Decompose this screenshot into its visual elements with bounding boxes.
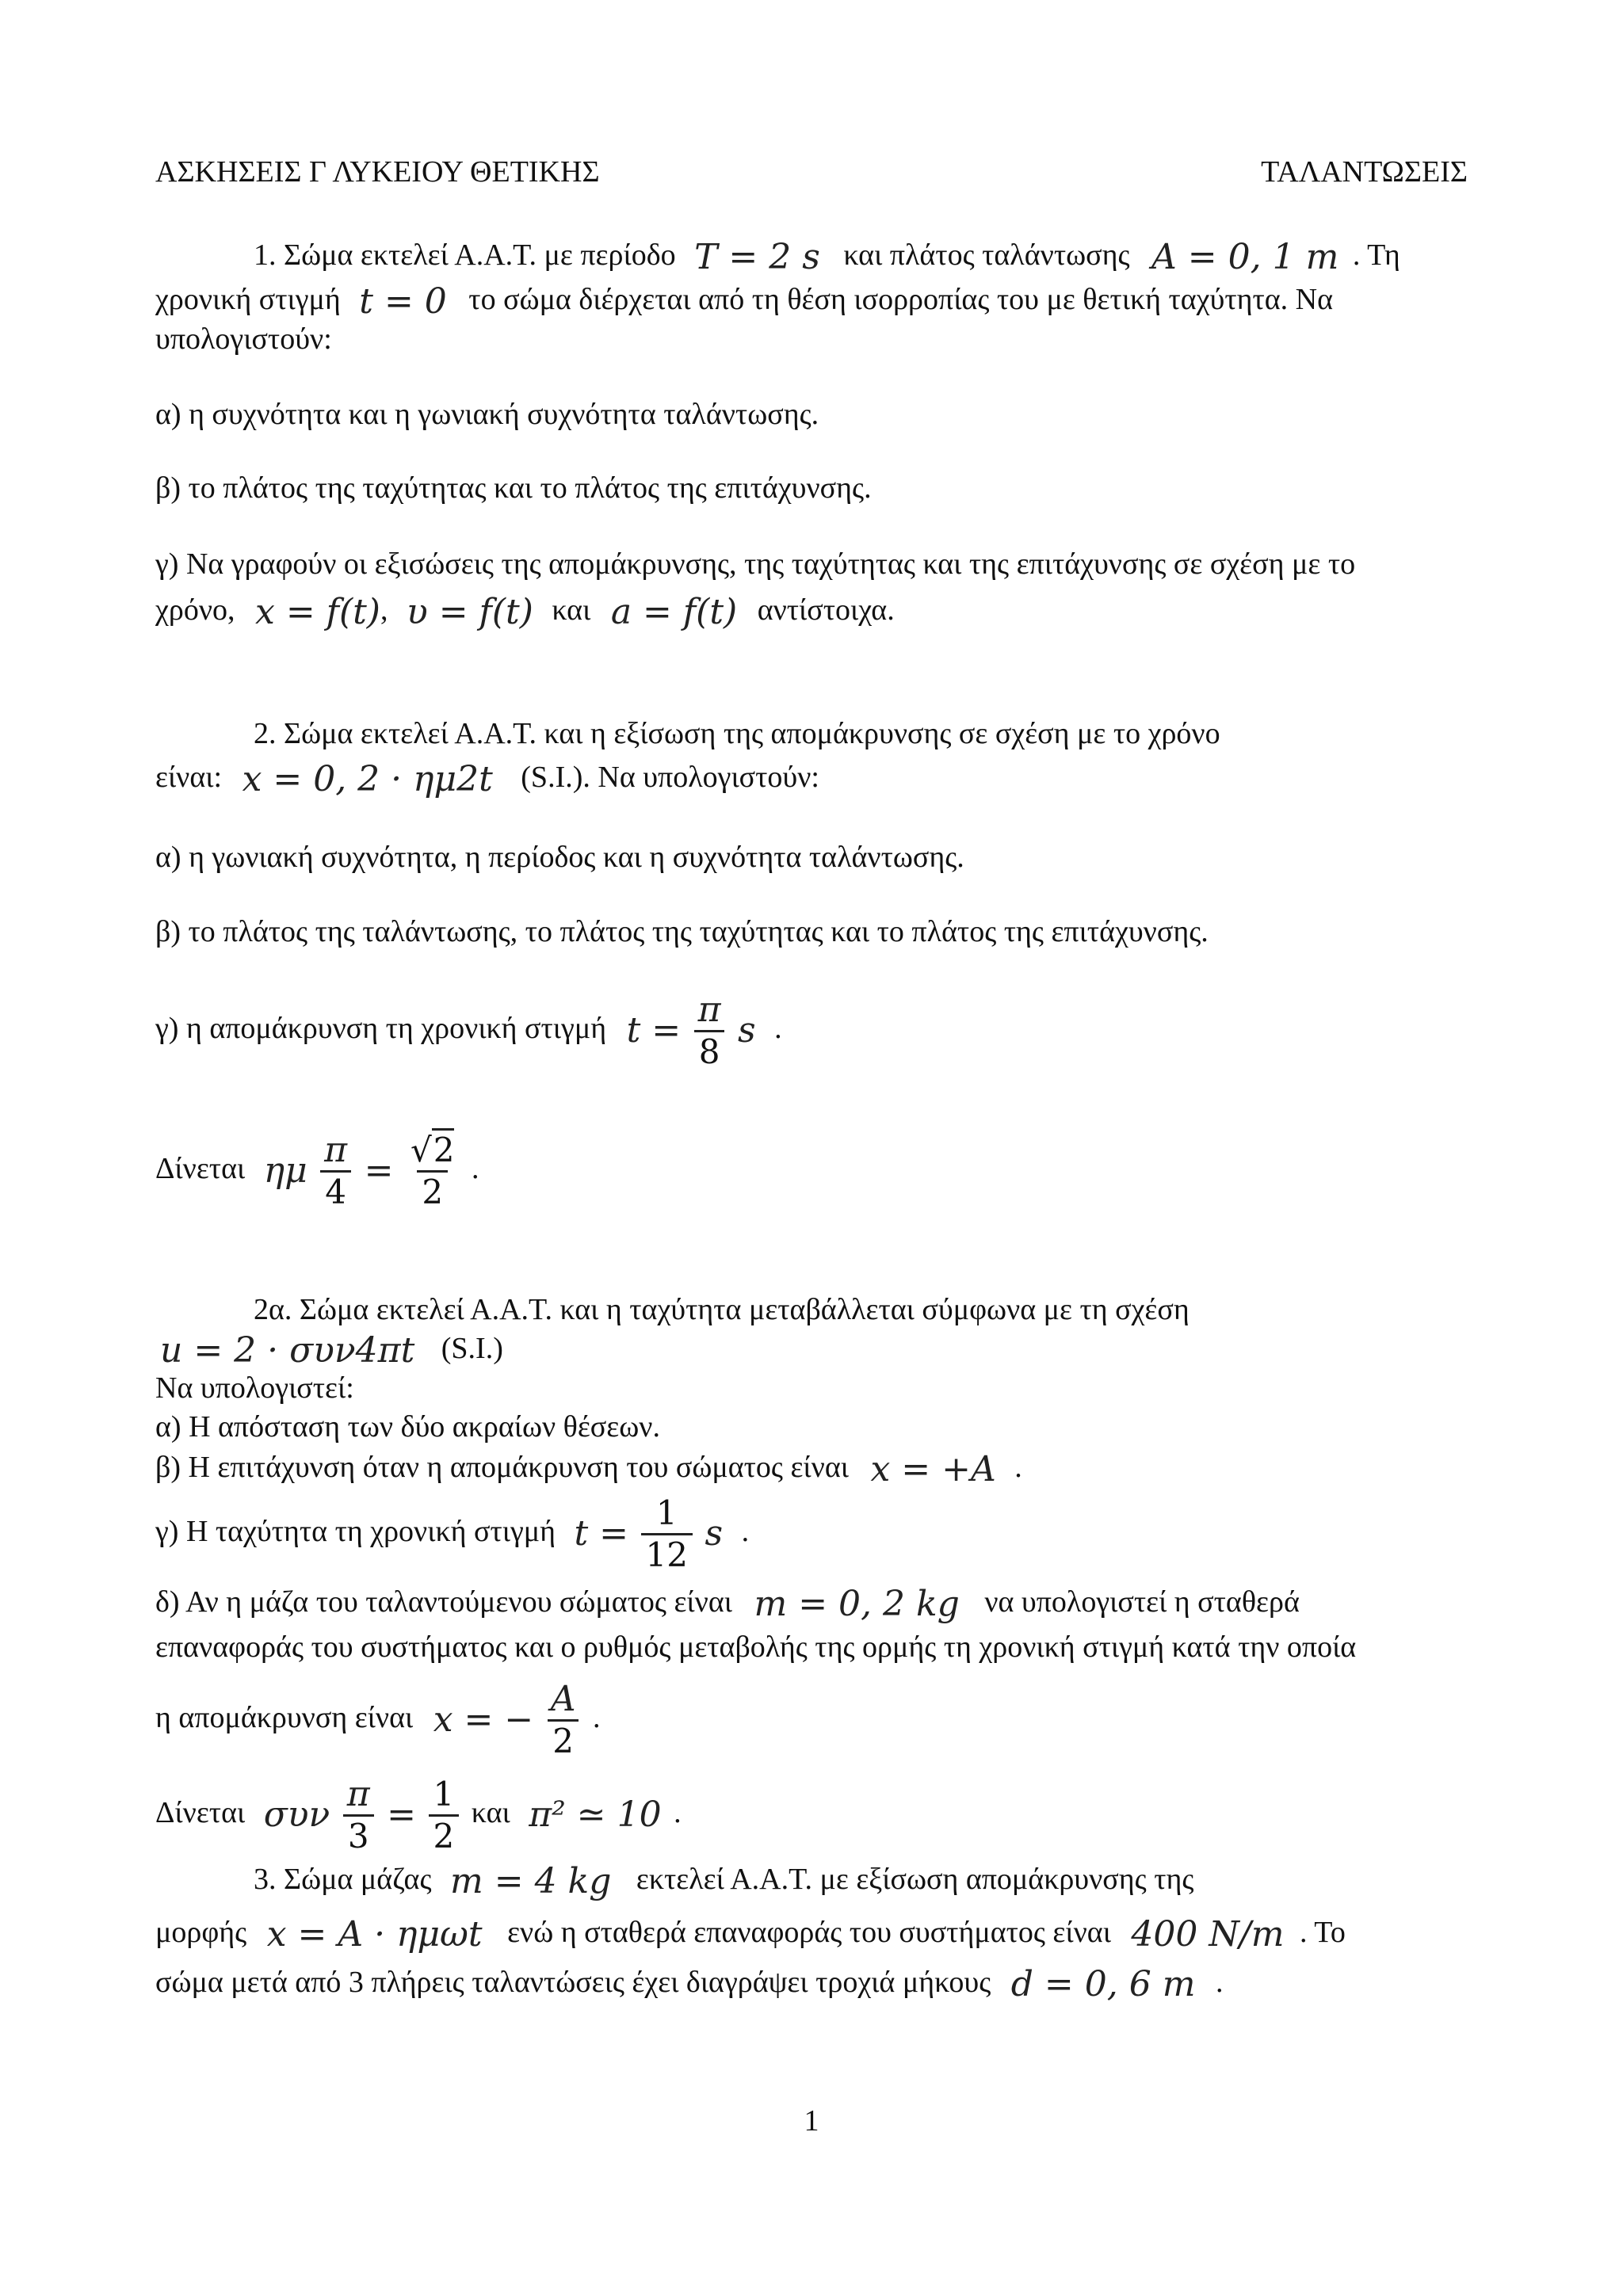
ex2a-given: Δίνεται συν $\frac{\pi}{3}$ = $\frac{1}{2}$ και π² ≃ 10 . bbox=[155, 1765, 682, 1863]
fraction-sqrt2-over-2: $\frac{√2}{2}$ bbox=[406, 1131, 460, 1212]
header-left: ΑΣΚΗΣΕΙΣ Γ ΛΥΚΕΙΟΥ ΘΕΤΙΚΗΣ bbox=[155, 155, 600, 189]
math-x-ft: x = f(t) bbox=[255, 592, 380, 633]
ex3-line2: μορφής x = A · ημωt ενώ η σταθερά επαναφοράς του συστήματος είναι 400 N/m . Το bbox=[155, 1914, 1346, 1955]
ex2a-item-d-line3: η απομάκρυνση είναι x = − $\frac{A}{2}$ . bbox=[155, 1678, 601, 1760]
math-x-eq: x = 0, 2 · ημ2t bbox=[242, 759, 493, 800]
fraction-1-over-12: $\frac{1}{12}$ bbox=[641, 1493, 693, 1575]
fraction-A-over-2: $\frac{A}{2}$ bbox=[546, 1680, 581, 1761]
fraction-pi-over-8: $\frac{\pi}{8}$ bbox=[693, 990, 726, 1072]
header-right: ΤΑΛΑΝΤΩΣΕΙΣ bbox=[1261, 155, 1468, 189]
math-u-eq: u = 2 · συν4πt bbox=[160, 1330, 415, 1371]
fraction-1-over-2: $\frac{1}{2}$ bbox=[429, 1775, 460, 1856]
math-pi-squared: π² ≃ 10 bbox=[529, 1794, 662, 1836]
math-mass: m = 0, 2 kg bbox=[754, 1584, 960, 1625]
ex2a-item-a: α) Η απόσταση των δύο ακραίων θέσεων. bbox=[155, 1410, 660, 1444]
math-amplitude: A = 0, 1 m bbox=[1151, 237, 1339, 278]
ex3-line3: σώμα μετά από 3 πλήρεις ταλαντώσεις έχει διαγράψει τροχιά μήκους d = 0, 6 m . bbox=[155, 1964, 1224, 2005]
ex2a-item-c: γ) Η ταχύτητα τη χρονική στιγμή t = $\frac{1}{12}$ s . bbox=[155, 1493, 750, 1574]
ex2a-line2: u = 2 · συν4πt (S.I.) bbox=[160, 1330, 503, 1371]
ex2-item-b: β) το πλάτος της ταλάντωσης, το πλάτος της ταχύτητας και το πλάτος της επιτάχυνσης. bbox=[155, 915, 1209, 948]
ex2a-line1: 2α. Σώμα εκτελεί Α.Α.Τ. και η ταχύτητα μεταβάλλεται σύμφωνα με τη σχέση bbox=[254, 1293, 1190, 1326]
ex2-line1: 2. Σώμα εκτελεί Α.Α.Τ. και η εξίσωση της απομάκρυνσης σε σχέση με το χρόνο bbox=[254, 717, 1220, 750]
math-x-A-eta: x = A · ημωt bbox=[266, 1914, 483, 1955]
ex1-item-c-line2: χρόνο, x = f(t), υ = f(t) και a = f(t) αντίστοιχα. bbox=[155, 592, 895, 633]
ex1-item-b: β) το πλάτος της ταχύτητας και το πλάτος της επιτάχυνσης. bbox=[155, 471, 872, 505]
page-number: 1 bbox=[804, 2104, 819, 2138]
math-v-ft: υ = f(t) bbox=[406, 592, 533, 633]
math-a-ft: a = f(t) bbox=[610, 592, 738, 633]
ex1-item-a: α) η συχνότητα και η γωνιακή συχνότητα ταλάντωσης. bbox=[155, 398, 819, 431]
fraction-pi-over-3: $\frac{\pi}{3}$ bbox=[342, 1775, 375, 1856]
ex3-line1: 3. Σώμα μάζας m = 4 kg εκτελεί Α.Α.Τ. με εξίσωση απομάκρυνσης της bbox=[254, 1861, 1194, 1902]
ex1-line1: 1. Σώμα εκτελεί Α.Α.Τ. με περίοδο T = 2 s και πλάτος ταλάντωσης A = 0, 1 m . Τη bbox=[254, 237, 1400, 278]
ex1-line2: χρονική στιγμή t = 0 το σώμα διέρχεται από τη θέση ισορροπίας του με θετική ταχύτητα. Να bbox=[155, 281, 1333, 322]
math-distance: d = 0, 6 m bbox=[1010, 1964, 1196, 2005]
math-t0: t = 0 bbox=[359, 281, 447, 322]
ex2a-item-d-line1: δ) Αν η μάζα του ταλαντούμενου σώματος είναι m = 0, 2 kg να υπολογιστεί η σταθερά bbox=[155, 1584, 1300, 1625]
math-period: T = 2 s bbox=[694, 237, 820, 278]
ex1-line3: υπολογιστούν: bbox=[155, 322, 332, 356]
ex2-item-a: α) η γωνιακή συχνότητα, η περίοδος και η συχνότητα ταλάντωσης. bbox=[155, 841, 964, 874]
math-spring-constant: 400 N/m bbox=[1131, 1914, 1285, 1955]
math-mass-4kg: m = 4 kg bbox=[450, 1861, 612, 1902]
ex2a-item-b: β) Η επιτάχυνση όταν η απομάκρυνση του σώματος είναι x = +A . bbox=[155, 1449, 1022, 1490]
ex1-item-c-line1: γ) Να γραφούν οι εξισώσεις της απομάκρυνσης, της ταχύτητας και της επιτάχυνσης σε σχέση με το bbox=[155, 547, 1356, 581]
ex2-given: Δίνεται ημ $\frac{\pi}{4}$ = $\frac{√2}{2}$ . bbox=[155, 1129, 479, 1211]
ex2a-line3: Να υπολογιστεί: bbox=[155, 1371, 354, 1405]
ex2-item-c: γ) η απομάκρυνση τη χρονική στιγμή t = $\frac{\pi}{8}$ s . bbox=[155, 989, 782, 1071]
ex2-line2: είναι: x = 0, 2 · ημ2t (S.I.). Να υπολογιστούν: bbox=[155, 759, 819, 800]
ex2a-item-d-line2: επαναφοράς του συστήματος και ο ρυθμός μεταβολής της ορμής τη χρονική στιγμή κατά την οποία bbox=[155, 1630, 1357, 1664]
math-x-plusA: x = +A bbox=[870, 1449, 996, 1490]
fraction-pi-over-4: $\frac{\pi}{4}$ bbox=[319, 1131, 352, 1212]
